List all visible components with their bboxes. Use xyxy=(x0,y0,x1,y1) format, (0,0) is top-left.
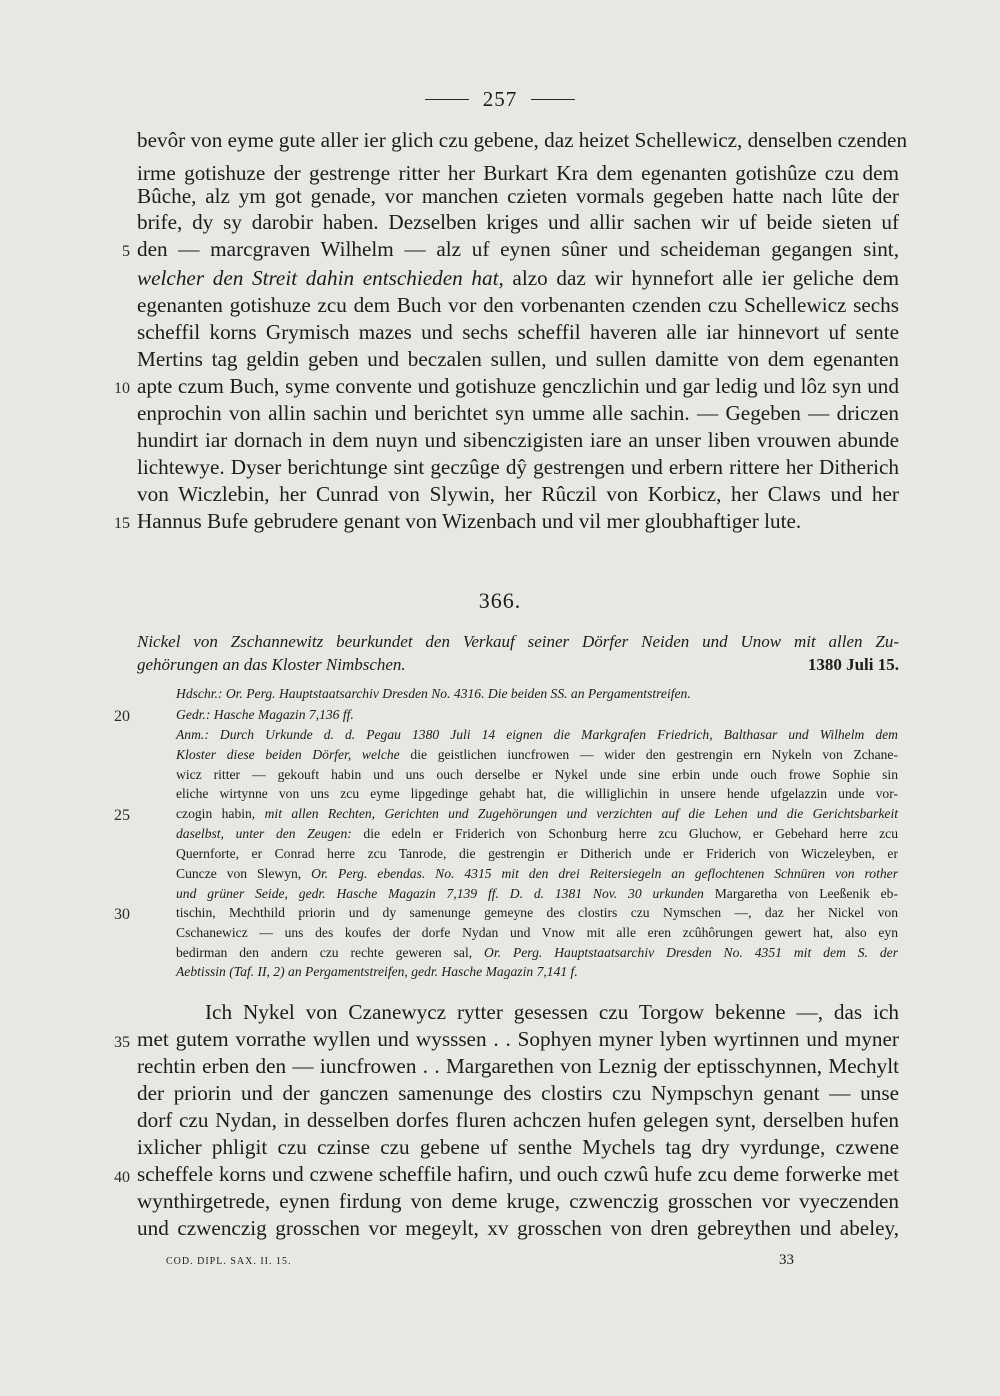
text-line: rechtin erben den — iuncfrowen . . Margarethen von Leznig der eptisschynnen, Mechylt xyxy=(137,1054,899,1078)
apparatus-line: Gedr.: Hasche Magazin 7,136 ff. xyxy=(176,707,354,722)
regest-line: Nickel von Zschannewitz beurkundet den Verkauf seiner Dörfer Neiden und Unow mit allen Zu- xyxy=(137,632,899,651)
apparatus-line: Quernforte, er Conrad herre zcu Tanrode, die gestrengin er Ditherich unde er Friderich von Wiczeleyben, er xyxy=(176,846,898,861)
document-number: 366. xyxy=(478,588,522,613)
text-line: Hannus Bufe gebrudere genant von Wizenbach und vil mer gloubhaftiger lute. xyxy=(137,509,802,533)
document-date: 1380 Juli 15. xyxy=(807,655,899,674)
apparatus-line: czogin habin, mit allen Rechten, Gerichten und Zugehörungen und verzichten auf die Lehen und die Gerichtsbarkeit xyxy=(176,806,898,821)
text-line: wynthirgetrede, eynen firdung von deme kruge, czwenczig grosschen vor vyeczenden xyxy=(137,1189,899,1213)
text-line: hundirt iar dornach in dem nuyn und sibenczigisten iare an unser liben vrouwen abunde xyxy=(137,428,899,452)
header-rule-left xyxy=(425,99,469,100)
apparatus-line: und grüner Seide, gedr. Hasche Magazin 7,139 ff. D. d. 1381 Nov. 30 urkunden Margaretha von Leeßenik eb- xyxy=(176,886,898,901)
text-line: ixlicher phligit czu czinse czu gebene uf senthe Mychels tag dry vyrdunge, czwene xyxy=(137,1135,899,1159)
sheet-number: 33 xyxy=(779,1252,794,1268)
regest-text: gehörungen an das Kloster Nimbschen. xyxy=(137,655,406,674)
apparatus-line: Hdschr.: Or. Perg. Hauptstaatsarchiv Dresden No. 4316. Die beiden SS. an Pergamentstreifen. xyxy=(176,686,691,701)
apparatus-line: daselbst, unter den Zeugen: die edeln er Friderich von Schonburg herre zcu Gluchow, er Gebehard herre zcu xyxy=(176,826,898,841)
text-line: irme gotishuze der gestrenge ritter her Burkart Kra dem egenanten gotishûze czu dem xyxy=(137,161,899,185)
page-number: 257 xyxy=(482,86,518,111)
line-number: 10 xyxy=(114,380,130,397)
apparatus-line: bedirman den andern czu rechte geweren sal, Or. Perg. Hauptstaatsarchiv Dresden No. 4351 mit dem S. der xyxy=(176,945,898,960)
apparatus-line: Anm.: Durch Urkunde d. d. Pegau 1380 Juli 14 eignen die Markgrafen Friedrich, Balthasar und Wilhelm dem xyxy=(176,727,898,742)
text-line: und czwenczig grosschen vor megeylt, xv grosschen von dren gebreythen und abeley, xyxy=(137,1216,899,1240)
text-line: scheffele korns und czwene scheffile hafirn, und ouch czwû hufe zcu deme forwerke met xyxy=(137,1162,899,1186)
line-number: 35 xyxy=(114,1034,130,1051)
text-line: egenanten gotishuze zcu dem Buch vor den vorbenanten czenden czu Schellewicz sechs xyxy=(137,293,899,317)
text-line: Mertins tag geldin geben und beczalen sullen, und sullen damitte von dem egenanten xyxy=(137,347,899,371)
text-line: scheffil korns Grymisch mazes und sechs scheffil haveren alle iar hinnevort uf sente xyxy=(137,320,899,344)
apparatus-line: Cuncze von Slewyn, Or. Perg. ebendas. No. 4315 mit den drei Reitersiegeln an geflochtenen Schnüren von rother xyxy=(176,866,898,881)
text-line: lichtewye. Dyser berichtunge sint geczûge dŷ gestrengen und erbern rittere her Ditherich xyxy=(137,455,899,479)
apparatus-line: Aebtissin (Taf. II, 2) an Pergamentstreifen, gedr. Hasche Magazin 7,141 f. xyxy=(176,964,578,979)
text-line: den — marcgraven Wilhelm — alz uf eynen sûner und scheideman gegangen sint, xyxy=(137,237,899,261)
text-line: Bûche, alz ym got genade, vor manchen czieten vormals gegeben hatte nach lûte der xyxy=(137,184,899,208)
apparatus-line: wicz ritter — gekouft habin und uns ouch derselbe er Nykel unde sine erbin unde ouch frowe Sophie sin xyxy=(176,767,898,782)
regest-line-with-date xyxy=(137,655,899,675)
text-line: dorf czu Nydan, in desselben dorfes fluren achczen hufen gelegen synt, derselben hufen xyxy=(137,1108,899,1132)
line-number: 40 xyxy=(114,1169,130,1186)
apparatus-line: eliche wirtynne von uns zcu eyme lipgedinge gehabt hat, die williglichin in unsere hende ufgelazzin unde vor- xyxy=(176,786,898,801)
text-line: brife, dy sy darobir haben. Dezselben kriges und allir sachen wir uf beide sieten uf xyxy=(137,210,899,234)
line-number: 5 xyxy=(122,243,130,260)
signature-mark: COD. DIPL. SAX. II. 15. xyxy=(166,1256,292,1267)
apparatus-line: Cschanewicz — uns des koufes der dorfe Nydan und Vnow mit alle eren zcûhôrungen gewert hat, also eyn xyxy=(176,925,898,940)
text-line-with-italic-insert: welcher den Streit dahin entschieden hat, alzo daz wir hynnefort alle ier geliche dem xyxy=(137,266,899,290)
apparatus-line: Kloster diese beiden Dörfer, welche die geistlichen iuncfrowen — wider den gestrengin ern Nykeln von Zchane- xyxy=(176,747,898,762)
text-line: von Wiczlebin, her Cunrad von Slywin, her Rûczil von Korbicz, her Claws und her xyxy=(137,482,899,506)
text-line: met gutem vorrathe wyllen und wysssen . . Sophyen myner lyben wyrtinnen und myner xyxy=(137,1027,899,1051)
line-number: 15 xyxy=(114,515,130,532)
text-line: apte czum Buch, syme convente und gotishuze genczlichin und gar ledig und lôz syn und xyxy=(137,374,899,398)
page-header xyxy=(0,84,1000,114)
text-line: enprochin von allin sachin und berichtet syn umme alle sachin. — Gegeben — driczen xyxy=(137,401,899,425)
apparatus-line: tischin, Mechthild priorin und dy samenunge gemeyne des clostirs czu Nymschen —, daz her Nickel von xyxy=(176,905,898,920)
header-rule-right xyxy=(531,99,575,100)
line-number: 20 xyxy=(114,708,130,725)
text-line: bevôr von eyme gute aller ier glich czu gebene, daz heizet Schellewicz, denselben czenden xyxy=(137,128,908,152)
text-line: Ich Nykel von Czanewycz rytter gesessen czu Torgow bekenne —, das ich xyxy=(205,1000,899,1024)
line-number: 30 xyxy=(114,906,130,923)
line-number: 25 xyxy=(114,807,130,824)
text-line: der priorin und der ganczen samenunge des clostirs czu Nympschyn genant — unse xyxy=(137,1081,899,1105)
